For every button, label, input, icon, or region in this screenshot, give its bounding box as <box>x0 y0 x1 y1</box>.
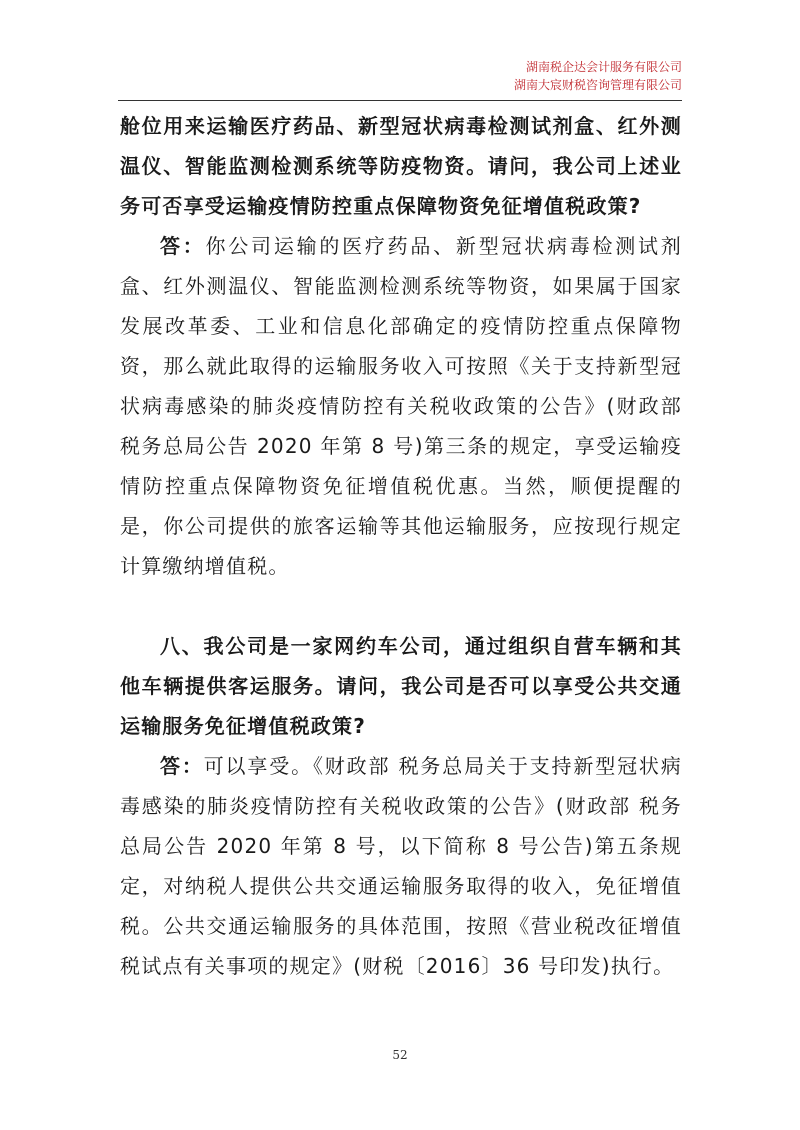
header-divider <box>118 100 682 101</box>
answer-7-text: 你公司运输的医疗药品、新型冠状病毒检测试剂盒、红外测温仪、智能监测检测系统等物资，如果属于国家发展改革委、工业和信息化部确定的疫情防控重点保障物资，那么就此取得的运输服务收入可按照《关于支持新型冠状病毒感染的肺炎疫情防控有关税收政策的公告》(财政部 税务总局公告 2020 年第 8 号)第三条的规定，享受运输疫情防控重点保障物资免征增值税优惠。当然，顺便提醒的是，你公司提供的旅客运输等其他运输服务，应按现行规定计算缴纳增值税。 <box>120 234 682 578</box>
question-8: 八、我公司是一家网约车公司，通过组织自营车辆和其他车辆提供客运服务。请问，我公司是否可以享受公共交通运输服务免征增值税政策? <box>120 634 682 738</box>
section-gap <box>120 586 682 626</box>
answer-7 <box>120 226 682 586</box>
answer-7-label: 答： <box>160 234 206 258</box>
answer-8 <box>120 746 682 986</box>
company-name-1: 湖南税企达会计服务有限公司 <box>525 60 682 74</box>
answer-8-text: 可以享受。《财政部 税务总局关于支持新型冠状病毒感染的肺炎疫情防控有关税收政策的公告》(财政部 税务总局公告 2020 年第 8 号，以下简称 8 号公告)第五条规定，对纳税人提供公共交通运输服务取得的收入，免征增值税。公共交通运输服务的具体范围，按照《营业税改征增值税试点有关事项的规定》(财税〔2016〕36 号印发)执行。 <box>120 754 682 978</box>
question-7-continuation: 舱位用来运输医疗药品、新型冠状病毒检测试剂盒、红外测温仪、智能监测检测系统等防疫物资。请问，我公司上述业务可否享受运输疫情防控重点保障物资免征增值税政策? <box>120 114 682 218</box>
company-name-2: 湖南大宸财税咨询管理有限公司 <box>513 78 682 92</box>
company-header <box>514 58 682 94</box>
page-number: 52 <box>392 1048 408 1062</box>
page-body <box>120 106 682 986</box>
answer-8-label: 答： <box>160 754 204 778</box>
